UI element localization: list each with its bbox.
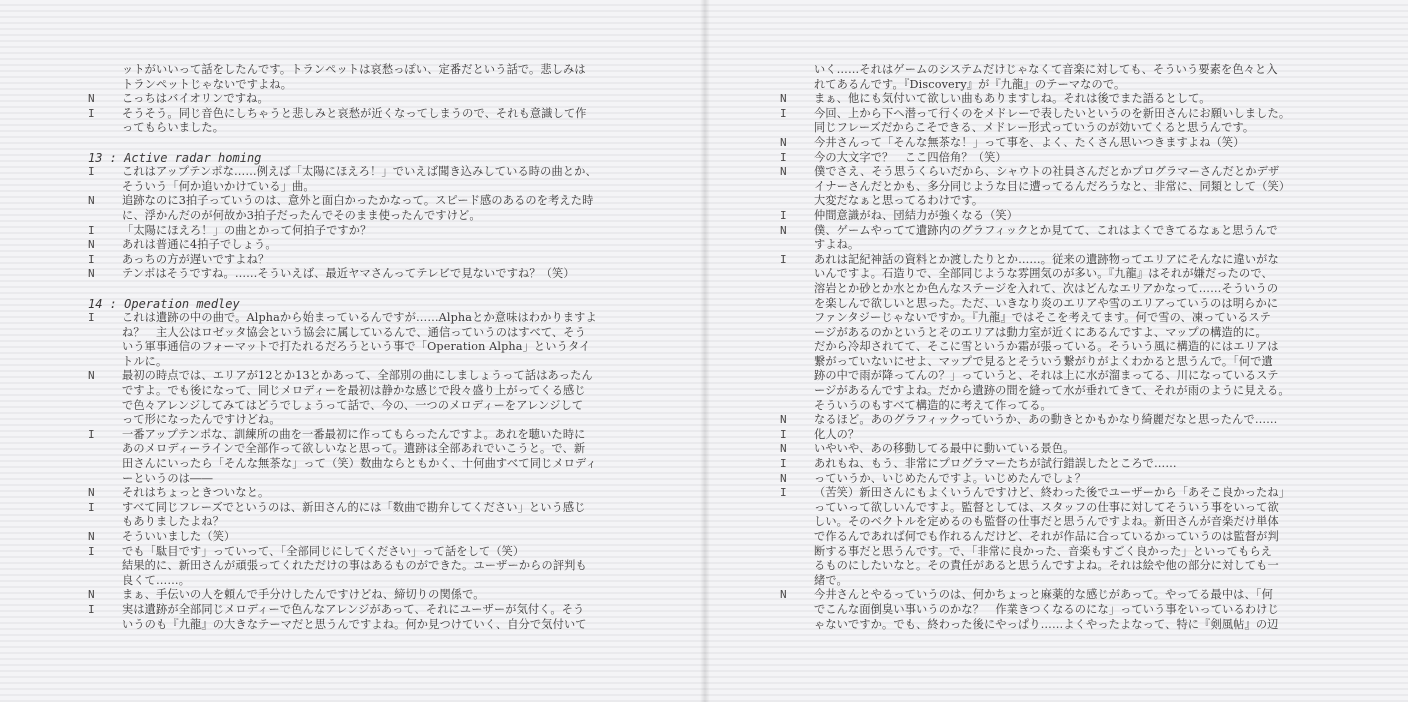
- line-text: に、浮かんだのが何故か3拍子だったんでそのまま使ったんですけど。: [122, 208, 481, 222]
- line-text: いんですよ。石造りで、全部同じような雰囲気のが多い。『九龍』はそれが嫌だったので、: [814, 267, 1273, 281]
- text-line: [88, 107, 648, 122]
- right-page: [780, 63, 1338, 632]
- text-line: [88, 603, 648, 618]
- left-page: [88, 63, 648, 632]
- line-text: これはアップテンポな……例えば「太陽にほえろ！」でいえば聞き込みしている時の曲とか、: [122, 165, 597, 179]
- speaker-label: I: [780, 208, 787, 222]
- line-text: 溶岩とか砂とか水とか色んなステージを入れて、次はどんなエリアかなって……そういうの: [814, 281, 1279, 295]
- line-text: そういうのもすべて構造的に考えて作ってる。: [814, 398, 1052, 412]
- speaker-label: I: [780, 150, 787, 164]
- speaker-label: N: [780, 413, 787, 427]
- text-line: [780, 121, 1338, 136]
- line-text: 今の大文字で？ ここ四倍角？（笑）: [814, 150, 1007, 164]
- line-text: あれは記紀神話の資料とか渡したりとか……。従来の遺跡物ってエリアにそんなに違いがな: [814, 252, 1279, 266]
- speaker-label: N: [780, 223, 787, 237]
- speaker-label: N: [780, 165, 787, 179]
- text-line: [780, 574, 1338, 589]
- text-line: [88, 355, 648, 370]
- line-text: 今井さんって「そんな無茶な！」って事を、よく、たくさん思いつきますよね（笑）: [814, 135, 1245, 149]
- blank-line: [88, 136, 648, 151]
- page-gutter: [700, 0, 710, 702]
- speaker-label: I: [780, 427, 787, 441]
- line-text: あれもね、もう、非常にプログラマーたちが試行錯誤したところで……: [814, 457, 1177, 471]
- speaker-label: I: [780, 486, 787, 500]
- text-line: [88, 92, 648, 107]
- speaker-label: I: [88, 602, 95, 616]
- line-text: テンポはそうですね。……そういえば、最近ヤマさんってテレビで見ないですね？（笑）: [122, 267, 575, 281]
- text-line: [780, 355, 1338, 370]
- line-text: そういう「何か追いかけている」曲。: [122, 179, 315, 193]
- text-line: [780, 107, 1338, 122]
- text-line: [88, 515, 648, 530]
- text-line: [88, 165, 648, 180]
- line-text: 結果的に、新田さんが頑張ってくれただけの事はあるものができた。ユーザーからの評判も: [122, 559, 587, 573]
- text-line: [88, 326, 648, 341]
- line-text: あれは普通に4拍子でしょう。: [122, 238, 277, 252]
- speaker-label: N: [780, 135, 787, 149]
- text-line: [780, 165, 1338, 180]
- text-line: [88, 530, 648, 545]
- line-text: いやいや、あの移動してる最中に動いている景色。: [814, 442, 1075, 456]
- line-text: そういいました（笑）: [122, 530, 236, 543]
- speaker-label: N: [88, 267, 95, 281]
- text-line: [780, 78, 1338, 93]
- text-line: [88, 384, 648, 399]
- line-text: で色々アレンジしてみてはどうでしょうって話で、今の、一つのメロディーをアレンジして: [122, 398, 584, 412]
- line-text: ですよ。でも後になって、同じメロディーを最初は静かな感じで段々盛り上がってくる感じ: [122, 384, 586, 398]
- text-line: [88, 574, 648, 589]
- line-text: 跡の中で雨が降ってんの？」っていうと、それは上に水が溜まってる、川になっているステ: [814, 369, 1279, 383]
- line-text: ットがいいって話をしたんです。トランペットは哀愁っぽい、定番だという話で。悲しみは: [122, 63, 586, 76]
- track-heading: 14 : Operation medley: [88, 296, 240, 311]
- line-text: 繋がっていないにせよ、マップで見るとそういう繋がりがよくわかると思うんで。「何で遺: [814, 354, 1273, 368]
- line-text: しい。そのベクトルを定めるのも監督の仕事だと思うんですよね。新田さんが音楽だけ単体: [814, 515, 1279, 529]
- text-line: [88, 340, 648, 355]
- speaker-label: N: [780, 92, 787, 106]
- track-heading: 13 : Active radar homing: [88, 150, 262, 165]
- line-text: 追跡なのに3拍子っていうのは、意外と面白かったかなって。スピード感のあるのを考えた時: [122, 194, 594, 208]
- text-line: [780, 180, 1338, 195]
- text-line: [780, 618, 1338, 633]
- line-text: っていうか、いじめたんですよ。いじめたんでしょ？: [814, 471, 1087, 485]
- text-line: [780, 63, 1338, 78]
- speaker-label: I: [780, 252, 787, 266]
- text-line: [88, 267, 648, 282]
- text-line: [780, 151, 1338, 166]
- line-text: るものにしたいなと。その責任があると思うんですよね。それは絵や他の部分に対しても一: [814, 559, 1279, 573]
- line-text: 大変だなぁと思ってるわけです。: [814, 194, 984, 208]
- text-line: [780, 326, 1338, 341]
- text-line: [780, 253, 1338, 268]
- text-line: [780, 486, 1338, 501]
- text-line: [88, 78, 648, 93]
- line-text: 一番アップテンポな、訓練所の曲を一番最初に作ってもらったんですよ。あれを聴いた時に: [122, 427, 586, 441]
- text-line: [780, 442, 1338, 457]
- text-line: [88, 369, 648, 384]
- text-line: [780, 136, 1338, 151]
- text-line: [780, 369, 1338, 384]
- line-text: 僕でさえ、そう思うくらいだから、シャウトの社員さんだとかプログラマーさんだとかデザ: [814, 165, 1280, 179]
- text-line: [88, 501, 648, 516]
- line-text: いう軍事通信のフォーマットで打たれるだろうという事で「Operation Alpha」というタイ: [122, 340, 591, 354]
- line-text: っていって欲しいんですよ。監督としては、スタッフの仕事に対してそういう事をいって欲: [814, 500, 1279, 514]
- speaker-label: N: [88, 369, 95, 383]
- line-text: すべて同じフレーズでというのは、新田さん的には「数曲で勘弁してください」という感じ: [122, 500, 586, 514]
- line-text: だから冷却されてて、そこに雪というか霜が張っている。そういう風に構造的にはエリアは: [814, 340, 1279, 354]
- text-line: [88, 457, 648, 472]
- text-line: [88, 442, 648, 457]
- text-line: [780, 238, 1338, 253]
- line-text: 今井さんとやるっていうのは、何かちょっと麻薬的な感じがあって。やってる最中は、「何: [814, 588, 1273, 602]
- line-text: ってもらいました。: [122, 121, 225, 135]
- speaker-label: I: [88, 311, 95, 325]
- line-text: ージがあるんですよね。だから遺跡の間を縫って水が垂れてきて、それが雨のように見える。: [814, 384, 1290, 398]
- text-line: [780, 267, 1338, 282]
- text-line: [780, 297, 1338, 312]
- speaker-label: N: [88, 588, 95, 602]
- speaker-label: I: [88, 500, 95, 514]
- text-line: [780, 428, 1338, 443]
- line-text: あっちの方が遅いですよね？: [122, 252, 270, 266]
- text-line: [780, 530, 1338, 545]
- line-text: 断する事だと思うんです。で、「非常に良かった、音楽もすごく良かった」といってもらえ: [814, 544, 1273, 558]
- line-text: 同じフレーズだからこそできる、メドレー形式っていうのが効いてくると思うんです。: [814, 121, 1255, 135]
- line-text: で作るんであれば何でも作れるんだけど、それが作品に合っているかっていうのは監督が判: [814, 530, 1279, 543]
- text-line: [88, 618, 648, 633]
- line-text: そうそう。同じ音色にしちゃうと悲しみと哀愁が近くなってしまうので、それも意識して作: [122, 106, 587, 120]
- line-text: （苦笑）新田さんにもよくいうんですけど、終わった後でユーザーから「あそこ良かったね」: [814, 486, 1291, 500]
- line-text: れてあるんです。『Discovery』が『九龍』のテーマなので。: [814, 77, 1126, 91]
- text-line: [780, 311, 1338, 326]
- text-line: [88, 311, 648, 326]
- line-text: でこんな面倒臭い事いうのかな？ 作業きつくなるのにな」っていう事をいっているわけじ: [814, 602, 1279, 616]
- line-text: 僕、ゲームやってて遺跡内のグラフィックとか見てて、これはよくできてるなぁと思うんで: [814, 223, 1278, 237]
- text-line: [780, 501, 1338, 516]
- text-line: [780, 399, 1338, 414]
- speaker-label: N: [780, 588, 787, 602]
- line-text: ファンタジーじゃないですか。『九龍』ではそこを考えてます。何で雪の、凍っているステ: [814, 311, 1271, 325]
- line-text: すよね。: [814, 238, 860, 252]
- line-text: イナーさんだとかも、多分同じような目に遭ってるんだろうなと、非常に、同類として（笑）: [814, 179, 1291, 193]
- line-text: もありましたよね？: [122, 515, 225, 529]
- text-line: [780, 545, 1338, 560]
- speaker-label: N: [780, 471, 787, 485]
- text-line: [780, 384, 1338, 399]
- line-text: いく……それはゲームのシステムだけじゃなくて音楽に対しても、そういう要素を色々と入: [814, 63, 1278, 76]
- text-line: [88, 238, 648, 253]
- line-text: ゃないですか。でも、終わった後にやっぱり……よくやったよなって、特に『剣風帖』の辺: [814, 617, 1279, 631]
- line-text: ージがあるのかというとそのエリアは動力室が近くにあるんですよ、マップの構造的に。: [814, 325, 1267, 339]
- text-line: [780, 194, 1338, 209]
- text-line: [780, 340, 1338, 355]
- line-text: これは遺跡の中の曲で。Alphaから始まっているんですが……Alphaとか意味はわかりますよ: [122, 311, 597, 325]
- speaker-label: I: [88, 427, 95, 441]
- line-text: まぁ、他にも気付いて欲しい曲もありますしね。それは後でまた語るとして。: [814, 92, 1211, 106]
- line-text: でも「駄目です」っていって、「全部同じにしてください」って話をして（笑）: [122, 544, 525, 558]
- line-text: ーというのは――: [122, 471, 213, 485]
- text-line: [88, 224, 648, 239]
- text-line: [88, 63, 648, 78]
- text-line: [88, 428, 648, 443]
- speaker-label: I: [780, 106, 787, 120]
- text-line: [780, 472, 1338, 487]
- line-text: まぁ、手伝いの人を頼んで手分けしたんですけどね、締切りの関係で。: [122, 588, 485, 602]
- line-text: 化人の？: [814, 427, 860, 441]
- text-line: [780, 603, 1338, 618]
- text-line: [88, 194, 648, 209]
- line-text: 今回、上から下へ潜って行くのをメドレーで表したいというのを新田さんにお願いしました。: [814, 106, 1291, 120]
- speaker-label: I: [88, 165, 95, 179]
- text-line: [780, 282, 1338, 297]
- line-text: 緒で。: [814, 573, 848, 587]
- text-line: [88, 545, 648, 560]
- speaker-label: I: [88, 106, 95, 120]
- text-line: [88, 472, 648, 487]
- speaker-label: N: [88, 92, 95, 106]
- line-text: 「太陽にほえろ！」の曲とかって何拍子ですか？: [122, 223, 372, 237]
- line-text: なるほど。あのグラフィックっていうか、あの動きとかもかなり綺麗だなと思ったんで……: [814, 413, 1278, 427]
- text-line: [780, 209, 1338, 224]
- text-line: [780, 515, 1338, 530]
- line-text: 実は遺跡が全部同じメロディーで色んなアレンジがあって、それにユーザーが気付く。そう: [122, 602, 585, 616]
- text-line: [88, 399, 648, 414]
- text-line: [88, 588, 648, 603]
- line-text: いうのも『九龍』の大きなテーマだと思うんですよね。何か見つけていく、自分で気付いて: [122, 617, 587, 631]
- line-text: 最初の時点では、エリアが12とか13とかあって、全部別の曲にしましょうって話はあったん: [122, 369, 593, 383]
- line-text: 良くて……。: [122, 573, 191, 587]
- line-text: ね？ 主人公はロゼッタ協会という協会に属しているんで、通信っていうのはすべて、そう: [122, 325, 586, 339]
- text-line: [88, 486, 648, 501]
- speaker-label: N: [88, 194, 95, 208]
- speaker-label: N: [88, 486, 95, 500]
- text-line: [780, 457, 1338, 472]
- line-text: 田さんにいったら「そんな無茶な」って（笑）数曲ならともかく、十何曲すべて同じメロディ: [122, 457, 597, 471]
- text-line: [780, 559, 1338, 574]
- text-line: [88, 209, 648, 224]
- text-line: [88, 121, 648, 136]
- speaker-label: I: [88, 252, 95, 266]
- text-line: [88, 253, 648, 268]
- line-text: トルに。: [122, 354, 168, 368]
- text-line: [88, 559, 648, 574]
- speaker-label: I: [88, 544, 95, 558]
- line-text: それはちょっときついなと。: [122, 486, 270, 500]
- speaker-label: I: [88, 223, 95, 237]
- line-text: って形になったんですけどね。: [122, 413, 281, 427]
- line-text: 仲間意識がね、団結力が強くなる（笑）: [814, 208, 1019, 222]
- text-line: [780, 224, 1338, 239]
- text-line: [780, 413, 1338, 428]
- speaker-label: I: [780, 457, 787, 471]
- line-text: こっちはバイオリンですね。: [122, 92, 269, 106]
- speaker-label: N: [88, 530, 95, 543]
- line-text: を楽しんで欲しいと思った。ただ、いきなり炎のエリアや雪のエリアっていうのは明らかに: [814, 296, 1279, 310]
- line-text: あのメロディーラインで全部作って欲しいなと思って。遺跡は全部あれでいこうと。で、新: [122, 442, 586, 456]
- line-text: トランペットじゃないですよね。: [122, 77, 293, 91]
- text-line: [780, 92, 1338, 107]
- text-line: [88, 413, 648, 428]
- speaker-label: N: [780, 442, 787, 456]
- text-line: [88, 180, 648, 195]
- blank-line: [88, 282, 648, 297]
- speaker-label: N: [88, 238, 95, 252]
- text-line: [780, 588, 1338, 603]
